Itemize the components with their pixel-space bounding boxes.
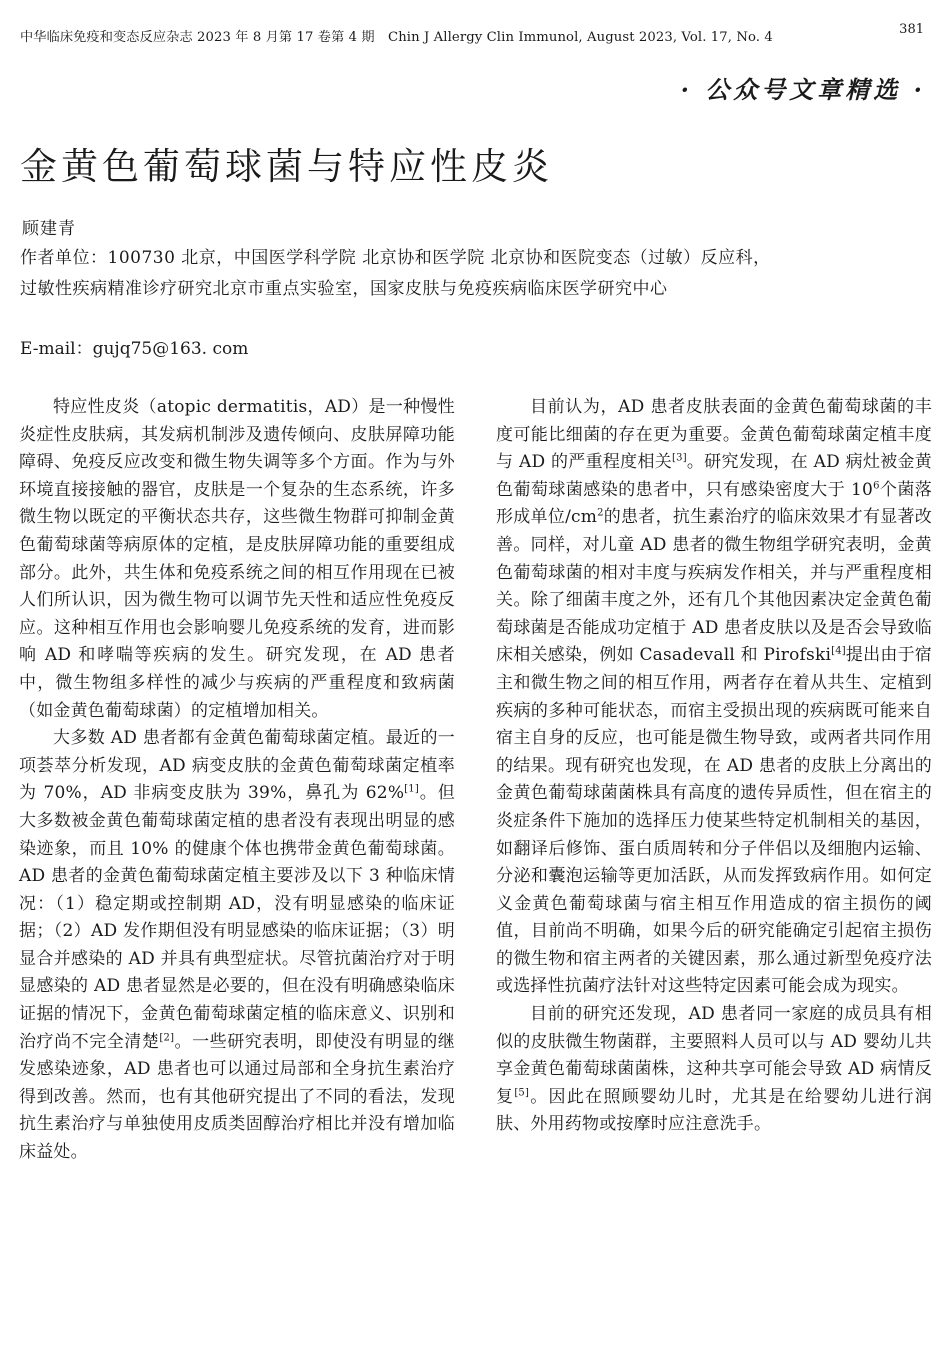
- left-column: [19, 394, 455, 1167]
- running-head: 中华临床免疫和变态反应杂志 2023 年 8 月第 17 卷第 4 期 Chin J Allergy Clin Immunol, August 2023, Vol. 17, No. 4: [20, 30, 773, 45]
- paragraph-3: [496, 394, 932, 1001]
- paragraph-1: 特应性皮炎（atopic dermatitis，AD）是一种慢性炎症性皮肤病，其发病机制涉及遗传倾向、皮肤屏障功能障碍、免疫反应改变和微生物失调等多个方面。作为与外环境直接接触的器官，皮肤是一个复杂的生态系统，许多微生物以既定的平衡状态共存，这些微生物群可抑制金黄色葡萄球菌等病原体的定植，是皮肤屏障功能的重要组成部分。此外，共生体和免疫系统之间的相互作用现在已被人们所认识，因为微生物可以调节先天性和适应性免疫反应。这种相互作用也会影响婴儿免疫系统的发育，进而影响 AD 和哮喘等疾病的发生。研究发现，在 AD 患者中，微生物组多样性的减少与疾病的严重程度和致病菌（如金黄色葡萄球菌）的定植增加相关。: [19, 397, 455, 721]
- exponent-6: 6: [873, 480, 880, 492]
- citation-1: [1]: [404, 783, 419, 795]
- exponent-2: 2: [597, 507, 604, 519]
- paragraph-3-text-a: 目前认为，AD 患者皮肤表面的金黄色葡萄球菌的丰度可能比细菌的存在更为重要。金黄色葡萄球菌定植丰度与 AD 的严重程度相关: [496, 397, 932, 473]
- article-title: 金黄色葡萄球菌与特应性皮炎: [20, 145, 553, 188]
- paragraph-3-text-d: 的患者，抗生素治疗的临床效果才有显著改善。同样，对儿童 AD 患者的微生物组学研究表明，金黄色葡萄球菌的相对丰度与疾病发作相关，并与严重程度相关。除了细菌丰度之外，还有几个其他因素决定金黄色葡萄球菌是否能成功定植于 AD 患者皮肤以及是否会导致临床相关感染，例如 Casadevall 和 Pirofski: [496, 507, 932, 666]
- paragraph-2-text-a: 大多数 AD 患者都有金黄色葡萄球菌定植。最近的一项荟萃分析发现，AD 病变皮肤的金黄色葡萄球菌定植率为 70%，AD 非病变皮肤为 39%，鼻孔为 62%: [19, 728, 455, 804]
- paragraph-4-text-a: 目前的研究还发现，AD 患者同一家庭的成员具有相似的皮肤微生物菌群，主要照料人员可以与 AD 婴幼儿共享金黄色葡萄球菌菌株，这种共享可能会导致 AD 病情反复: [496, 1004, 932, 1107]
- citation-3: [3]: [672, 452, 687, 464]
- paragraph-4: [496, 1001, 932, 1139]
- column-tag: · 公众号文章精选 ·: [680, 75, 926, 104]
- page-number: 381: [899, 22, 924, 37]
- paragraph-3-text-c: 个菌落形成单位/cm: [496, 479, 932, 528]
- paragraph-2-text-b: 。但大多数被金黄色葡萄球菌定植的患者没有表现出明显的感染迹象，而且 10% 的健康个体也携带金黄色葡萄球菌。AD 患者的金黄色葡萄球菌定植主要涉及以下 3 种临床情况：（1）稳定期或控制期 AD，没有明显感染的临床证据；（2）AD 发作期但没有明显感染的临床证据；（3）明显合并感染的 AD 并具有典型症状。尽管抗菌治疗对于明显感染的 AD 患者显然是必要的，但在没有明确感染临床证据的情况下，金黄色葡萄球菌定植的临床意义、识别和治疗尚不完全清楚: [19, 783, 455, 1052]
- paragraph-3-text-b: 。研究发现，在 AD 病灶被金黄色葡萄球菌感染的患者中，只有感染密度大于 10: [496, 452, 932, 500]
- author-name: 顾建青: [22, 219, 76, 239]
- paragraph-2: [19, 725, 455, 1167]
- citation-5: [5]: [514, 1087, 530, 1099]
- right-column: [496, 394, 932, 1139]
- author-affiliation: 作者单位：100730 北京，中国医学科学院 北京协和医学院 北京协和医院变态（过敏）反应科，过敏性疾病精准诊疗研究北京市重点实验室，国家皮肤与免疫疾病临床医学研究中心: [20, 248, 771, 299]
- citation-4: [4]: [831, 645, 846, 657]
- paragraph-4-text-b: 。因此在照顾婴幼儿时，尤其是在给婴幼儿进行润肤、外用药物或按摩时应注意洗手。: [496, 1086, 933, 1135]
- citation-2: [2]: [159, 1032, 175, 1043]
- paragraph-2-text-c: 。一些研究表明，即使没有明显的继发感染迹象，AD 患者也可以通过局部和全身抗生素治疗得到改善。然而，也有其他研究提出了不同的看法，发现抗生素治疗与单独使用皮质类固醇治疗相比并没有增加临床益处。: [19, 1031, 456, 1163]
- paragraph-3-text-e: 提出由于宿主和微生物之间的相互作用，两者存在着从共生、定植到疾病的多种可能状态，而宿主受损出现的疾病既可能来自宿主自身的反应，也可能是微生物导致，或两者共同作用的结果。现有研究也发现，在 AD 患者的皮肤上分离出的金黄色葡萄球菌菌株具有高度的遗传异质性，但在宿主的炎症条件下施加的选择压力使某些特定机制相关的基因，如翻译后修饰、蛋白质周转和分子伴侣以及细胞内运输、分泌和囊泡运输等更加活跃，从而发挥致病作用。如何定义金黄色葡萄球菌与宿主相互作用造成的宿主损伤的阈值，目前尚不明确，如果今后的研究能确定引起宿主损伤的微生物和宿主两者的关键因素，那么通过新型免疫疗法或选择性抗菌疗法针对这些特定因素可能会成为现实。: [496, 645, 932, 997]
- author-email: E-mail：gujq75@163. com: [20, 339, 249, 359]
